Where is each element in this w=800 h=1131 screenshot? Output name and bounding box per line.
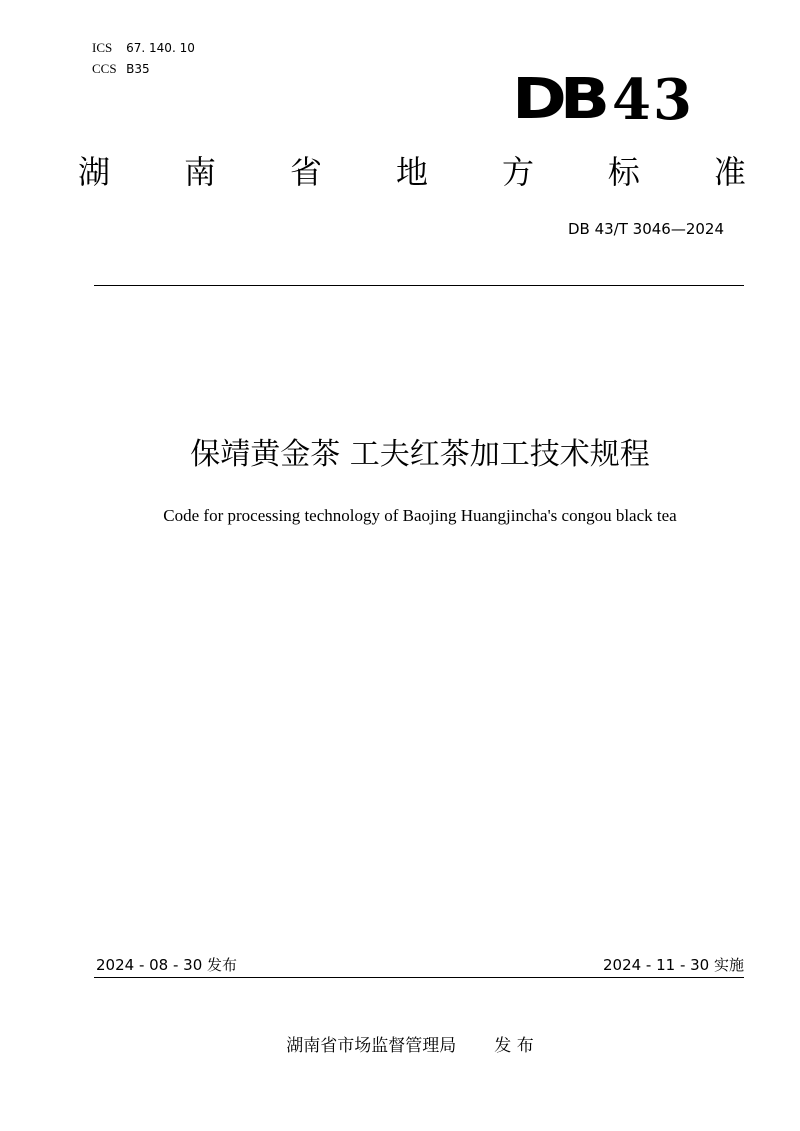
issuing-authority bbox=[0, 1033, 800, 1059]
db43-logo bbox=[508, 67, 698, 133]
db-logo-letters: DB bbox=[512, 67, 604, 132]
document-title-chinese: 保靖黄金茶 工夫红茶加工技术规程 bbox=[190, 437, 650, 472]
issue-date: 2024 - 08 - 30 发布 bbox=[96, 956, 238, 974]
standard-type-char: 湖 bbox=[78, 153, 111, 191]
ccs-label: CCS bbox=[92, 61, 117, 76]
standard-number: DB 43/T 3046—2024 bbox=[567, 220, 724, 238]
standard-type-char: 准 bbox=[713, 153, 746, 191]
db-logo-number: 43 bbox=[612, 67, 694, 133]
issuer-action: 发 布 bbox=[494, 1036, 534, 1056]
standard-type-char: 标 bbox=[607, 153, 640, 191]
standard-type-char: 地 bbox=[395, 153, 428, 191]
footer-divider bbox=[94, 977, 744, 978]
ics-label: ICS bbox=[92, 40, 113, 55]
ccs-code bbox=[92, 61, 150, 78]
implementation-date: 2024 - 11 - 30 实施 bbox=[602, 956, 744, 974]
document-title-english: Code for processing technology of Baojing Huangjincha's congou black tea bbox=[163, 506, 677, 525]
standard-type-char: 南 bbox=[183, 153, 216, 191]
ics-code bbox=[92, 40, 195, 57]
standard-type-char: 省 bbox=[289, 153, 322, 191]
header-divider bbox=[94, 285, 744, 286]
ccs-value: B35 bbox=[126, 62, 150, 76]
standard-type-heading bbox=[78, 150, 746, 194]
issuer-name: 湖南省市场监督管理局 bbox=[286, 1036, 457, 1056]
standard-type-char: 方 bbox=[501, 153, 534, 191]
ics-value: 67. 140. 10 bbox=[126, 41, 195, 55]
